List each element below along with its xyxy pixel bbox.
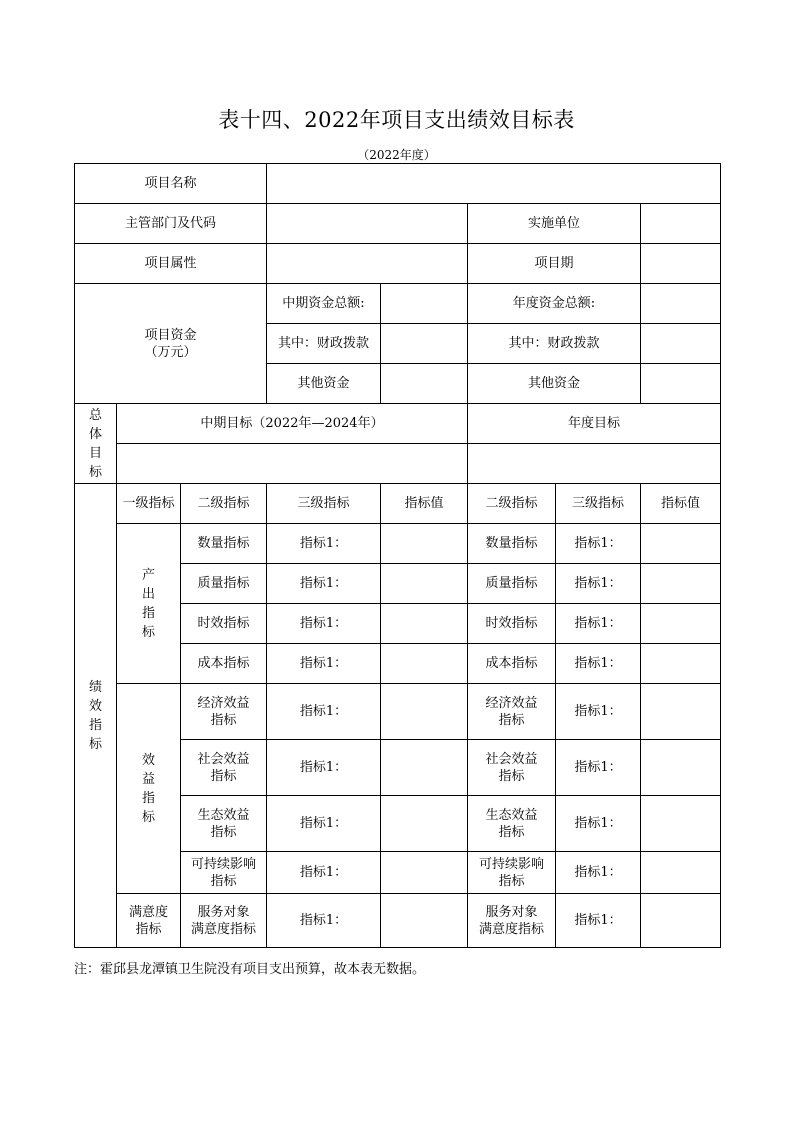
sustain-indicator-year-line1: 可持续影响 [478,856,544,872]
social-indicator-mid-line2: 指标 [210,768,237,784]
eco-indicator-mid-line2: 指标 [210,824,237,840]
quality-indicator1-year[interactable]: 指标1： [556,564,641,604]
mid-other-label: 其他资金 [267,364,381,404]
impl-unit-value[interactable] [641,204,721,244]
footnote: 注：霍邱县龙潭镇卫生院没有项目支出预算，故本表无数据。 [74,962,426,977]
mid-total-value[interactable] [381,284,468,324]
cost-value-year[interactable] [641,644,721,684]
mid-other-value[interactable] [381,364,468,404]
year-total-label: 年度资金总额: [468,284,641,324]
quality-value-mid[interactable] [381,564,468,604]
social-indicator1-mid[interactable]: 指标1： [267,740,381,796]
cost-indicator1-mid[interactable]: 指标1： [267,644,381,684]
service-value-mid[interactable] [381,894,468,948]
header-level3-year: 三级指标 [556,484,641,524]
eco-indicator-year [468,796,556,852]
benefit-indicator-label [117,684,181,894]
econ-value-mid[interactable] [381,684,468,740]
project-name-label: 项目名称 [75,164,267,204]
social-value-mid[interactable] [381,740,468,796]
econ-indicator-mid [181,684,267,740]
sustain-indicator1-year[interactable]: 指标1： [556,852,641,894]
impl-unit-label: 实施单位 [468,204,641,244]
service-indicator-year-line1: 服务对象 [485,904,538,920]
time-value-year[interactable] [641,604,721,644]
quality-indicator1-mid[interactable]: 指标1： [267,564,381,604]
eco-value-mid[interactable] [381,796,468,852]
satisfaction-indicator-label [117,894,181,948]
sustain-indicator-mid-line1: 可持续影响 [190,856,256,872]
quality-value-year[interactable] [641,564,721,604]
econ-indicator-year [468,684,556,740]
overall-goal-side-label [75,404,117,484]
qty-indicator1-year[interactable]: 指标1： [556,524,641,564]
social-indicator1-year[interactable]: 指标1： [556,740,641,796]
mid-goal-value[interactable] [117,444,468,484]
sustain-indicator-mid [181,852,267,894]
dept-code-label: 主管部门及代码 [75,204,267,244]
social-indicator-year-line2: 指标 [498,768,525,784]
sustain-value-year[interactable] [641,852,721,894]
service-indicator-mid-line2: 满意度指标 [190,921,256,937]
mid-goal-header: 中期目标（2022年—2024年） [117,404,468,444]
time-indicator1-year[interactable]: 指标1： [556,604,641,644]
time-indicator-year: 时效指标 [468,604,556,644]
eco-indicator-year-line1: 生态效益 [485,807,538,823]
dept-code-value[interactable] [267,204,468,244]
year-fiscal-label: 其中：财政拨款 [468,324,641,364]
header-value-year: 指标值 [641,484,721,524]
project-period-label: 项目期 [468,244,641,284]
mid-fiscal-value[interactable] [381,324,468,364]
year-total-value[interactable] [641,284,721,324]
sustain-value-mid[interactable] [381,852,468,894]
eco-indicator-mid [181,796,267,852]
eco-value-year[interactable] [641,796,721,852]
service-indicator1-year[interactable]: 指标1： [556,894,641,948]
service-indicator-year [468,894,556,948]
econ-indicator-mid-line2: 指标 [210,712,237,728]
qty-value-year[interactable] [641,524,721,564]
econ-indicator-mid-line1: 经济效益 [197,695,250,711]
project-attr-label: 项目属性 [75,244,267,284]
year-other-label: 其他资金 [468,364,641,404]
page-title: 表十四、2022年项目支出绩效目标表 [218,108,575,132]
time-indicator-mid: 时效指标 [181,604,267,644]
header-level1: 一级指标 [117,484,181,524]
qty-indicator1-mid[interactable]: 指标1： [267,524,381,564]
service-indicator1-mid[interactable]: 指标1： [267,894,381,948]
year-other-value[interactable] [641,364,721,404]
social-indicator-year-line1: 社会效益 [485,751,538,767]
qty-indicator-mid: 数量指标 [181,524,267,564]
qty-value-mid[interactable] [381,524,468,564]
year-fiscal-value[interactable] [641,324,721,364]
overall-goal-side-text: 总体目标 [88,407,102,480]
header-level2-mid: 二级指标 [181,484,267,524]
perf-side-text: 绩效指标 [88,679,102,752]
benefit-indicator-text: 效益指标 [141,752,155,825]
social-indicator-mid [181,740,267,796]
project-funds-label [75,284,267,404]
sustain-indicator-year [468,852,556,894]
eco-indicator1-mid[interactable]: 指标1： [267,796,381,852]
year-goal-value[interactable] [468,444,721,484]
social-indicator-year [468,740,556,796]
cost-value-mid[interactable] [381,644,468,684]
eco-indicator1-year[interactable]: 指标1： [556,796,641,852]
performance-target-table [74,163,721,948]
econ-indicator1-mid[interactable]: 指标1： [267,684,381,740]
header-level2-year: 二级指标 [468,484,556,524]
service-value-year[interactable] [641,894,721,948]
mid-fiscal-label: 其中：财政拨款 [267,324,381,364]
social-value-year[interactable] [641,740,721,796]
sustain-indicator-year-line2: 指标 [498,873,525,889]
sustain-indicator1-mid[interactable]: 指标1： [267,852,381,894]
time-indicator1-mid[interactable]: 指标1： [267,604,381,644]
project-funds-label-line1: 项目资金 [144,327,197,343]
quality-indicator-year: 质量指标 [468,564,556,604]
qty-indicator-year: 数量指标 [468,524,556,564]
quality-indicator-mid: 质量指标 [181,564,267,604]
econ-indicator1-year[interactable]: 指标1： [556,684,641,740]
service-indicator-year-line2: 满意度指标 [478,921,544,937]
project-funds-label-line2: （万元） [144,344,197,360]
social-indicator-mid-line1: 社会效益 [197,751,250,767]
satisfaction-label-line1: 满意度 [128,904,168,920]
eco-indicator-year-line2: 指标 [498,824,525,840]
output-indicator-text: 产出指标 [141,567,155,640]
cost-indicator-mid: 成本指标 [181,644,267,684]
header-level3-mid: 三级指标 [267,484,381,524]
time-value-mid[interactable] [381,604,468,644]
year-subtitle: （2022年度） [357,148,436,162]
satisfaction-label-line2: 指标 [135,921,162,937]
output-indicator-label [117,524,181,684]
project-name-value[interactable] [267,164,721,204]
econ-indicator-year-line2: 指标 [498,712,525,728]
project-period-value[interactable] [641,244,721,284]
header-value-mid: 指标值 [381,484,468,524]
econ-value-year[interactable] [641,684,721,740]
project-attr-value[interactable] [267,244,468,284]
service-indicator-mid [181,894,267,948]
cost-indicator-year: 成本指标 [468,644,556,684]
cost-indicator1-year[interactable]: 指标1： [556,644,641,684]
service-indicator-mid-line1: 服务对象 [197,904,250,920]
econ-indicator-year-line1: 经济效益 [485,695,538,711]
year-goal-header: 年度目标 [468,404,721,444]
perf-side-label [75,484,117,948]
mid-total-label: 中期资金总额: [267,284,381,324]
sustain-indicator-mid-line2: 指标 [210,873,237,889]
eco-indicator-mid-line1: 生态效益 [197,807,250,823]
